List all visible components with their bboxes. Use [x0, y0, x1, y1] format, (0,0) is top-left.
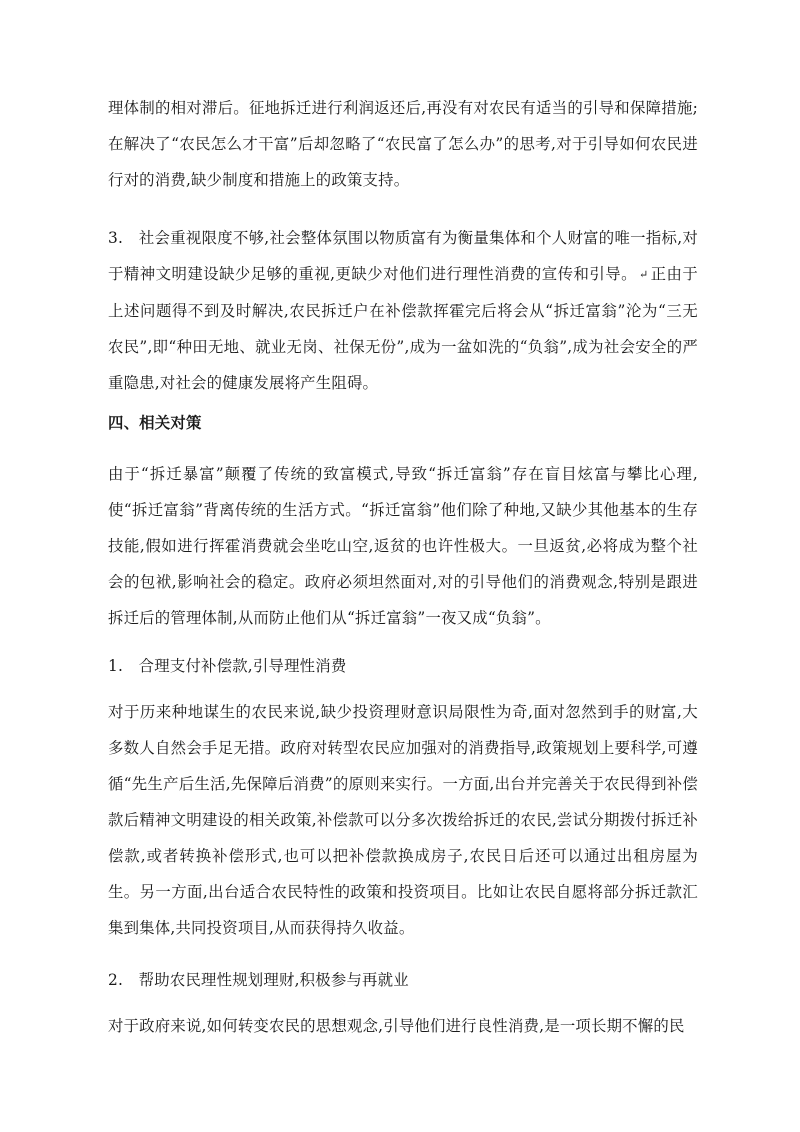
- paragraph-2-text: 3. 社会重视限度不够,社会整体氛围以物质富有为衡量集体和个人财富的唯一指标,对于精神文明建设缺少足够的重视,更缺少对他们进行理性消费的宣传和引导。: [108, 229, 698, 283]
- paragraph-3: 由于“拆迁暴富”颠覆了传统的致富模式,导致“拆迁富翁”存在盲目炫富与攀比心理,使“拆迁富翁”背离传统的生活方式。“拆迁富翁”他们除了种地,又缺少其他基本的生存技能,假如进行挥霍消费就会坐吃山空,返贫的也许性极大。一旦返贫,必将成为整个社会的包袱,影响社会的稳定。政府必须坦然面对,对的引导他们的消费观念,特别是跟进拆迁后的管理体制,从而防止他们从“拆迁富翁”一夜又成“负翁”。: [108, 465, 698, 627]
- paragraph-mark-icon: ↵: [638, 268, 649, 281]
- subheading-2: 2. 帮助农民理性规划理财,积极参与再就业: [108, 971, 409, 989]
- paragraph-1: 理体制的相对滞后。征地拆迁进行利润返还后,再没有对农民有适当的引导和保障措施;在解决了“农民怎么才干富”后却忽略了“农民富了怎么办”的思考,对于引导如何农民进行对的消费,缺少制度和措施上的政策支持。: [108, 99, 698, 189]
- paragraph-2: [108, 220, 698, 401]
- paragraph-2-continued: 正由于上述问题得不到及时解决,农民拆迁户在补偿款挥霍完后将会从“拆迁富翁”沦为“三无农民”,即“种田无地、就业无岗、社保无份”,成为一盆如洗的“负翁”,成为社会安全的严重隐患,对社会的健康发展将产生阻碍。: [108, 265, 698, 392]
- section-heading: 四、相关对策: [108, 414, 202, 432]
- paragraph-4: 对于历来种地谋生的农民来说,缺少投资理财意识局限性为奇,面对忽然到手的财富,大多数人自然会手足无措。政府对转型农民应加强对的消费指导,政策规划上要科学,可遵循“先生产后生活,先保障后消费”的原则来实行。一方面,出台并完善关于农民得到补偿款后精神文明建设的相关政策,补偿款可以分多次拨给拆迁的农民,尝试分期拨付拆迁补偿款,或者转换补偿形式,也可以把补偿款换成房子,农民日后还可以通过出租房屋为生。另一方面,出台适合农民特性的政策和投资项目。比如让农民自愿将部分拆迁款汇集到集体,共同投资项目,从而获得持久收益。: [108, 703, 698, 937]
- subheading-1: 1. 合理支付补偿款,引导理性消费: [108, 657, 347, 675]
- paragraph-5: 对于政府来说,如何转变农民的思想观念,引导他们进行良性消费,是一项长期不懈的民: [108, 1017, 685, 1035]
